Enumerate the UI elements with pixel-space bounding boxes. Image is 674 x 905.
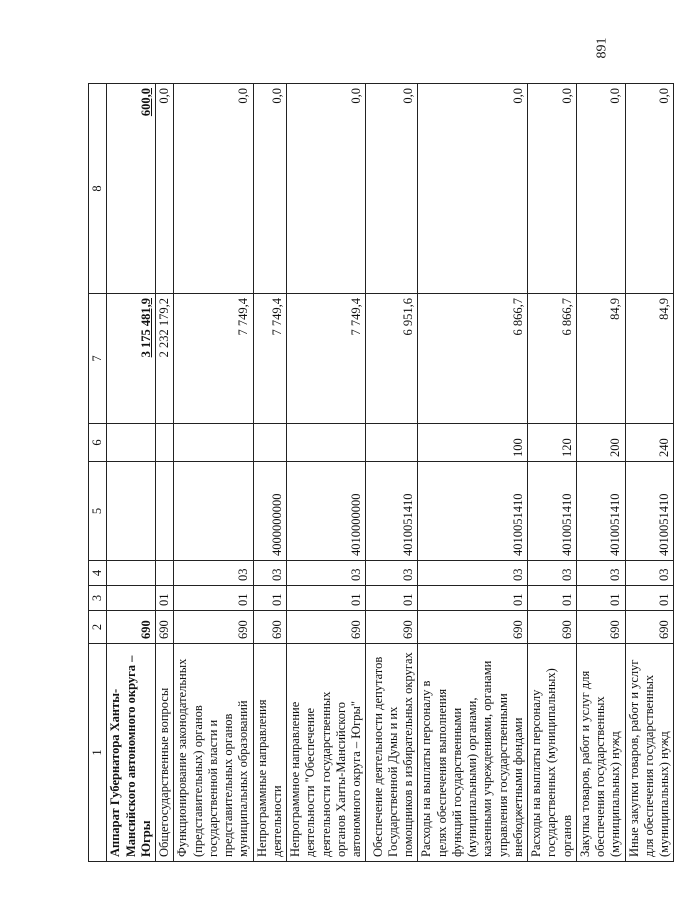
- cell-c4: [156, 561, 174, 586]
- table-row: [107, 84, 156, 862]
- header-cell: 7: [89, 294, 107, 424]
- cell-c2: 690: [253, 611, 287, 644]
- cell-c8: 600,0: [107, 84, 156, 294]
- row-name: Расходы на выплаты персоналу в целях обеспечения выполнения функций государственными (муниципальными) органами, казенными учреждениями, органами управления государственными внебюджетными фондами: [418, 644, 528, 862]
- cell-c8: 0,0: [625, 84, 674, 294]
- table-row: [174, 84, 253, 862]
- header-cell: 2: [89, 611, 107, 644]
- table-row: [625, 84, 674, 862]
- page-number: [588, 18, 616, 78]
- header-cell: 6: [89, 424, 107, 462]
- cell-c7: 84,9: [576, 294, 625, 424]
- row-name: Функционирование законодательных (представительных) органов государственной власти и представительных органов муниципальных образований: [174, 644, 253, 862]
- cell-c6: [107, 424, 156, 462]
- table-row: [366, 84, 418, 862]
- row-name: Общегосударственные вопросы: [156, 644, 174, 862]
- cell-c5: [107, 462, 156, 561]
- table-row: [418, 84, 528, 862]
- cell-c2: 690: [576, 611, 625, 644]
- cell-c4: 03: [528, 561, 577, 586]
- cell-c2: 690: [107, 611, 156, 644]
- cell-c2: 690: [625, 611, 674, 644]
- cell-c4: 03: [576, 561, 625, 586]
- table-row: [287, 84, 366, 862]
- cell-c7: 6 866,7: [418, 294, 528, 424]
- cell-c8: 0,0: [156, 84, 174, 294]
- row-name: Закупка товаров, работ и услуг для обеспечения государственных (муниципальных) нужд: [576, 644, 625, 862]
- cell-c3: 01: [528, 586, 577, 611]
- cell-c8: 0,0: [174, 84, 253, 294]
- cell-c6: [366, 424, 418, 462]
- row-name: Расходы на выплаты персоналу государственных (муниципальных) органов: [528, 644, 577, 862]
- cell-c7: 3 175 481,9: [107, 294, 156, 424]
- page-number-text: 891: [594, 37, 609, 59]
- row-name: Непрограммное направление деятельности "Обеспечение деятельности государственных органов Ханты-Мансийского автономного округа – Югры": [287, 644, 366, 862]
- cell-c7: 7 749,4: [287, 294, 366, 424]
- cell-c7: 7 749,4: [253, 294, 287, 424]
- cell-c6: [174, 424, 253, 462]
- cell-c3: 01: [174, 586, 253, 611]
- cell-c2: 690: [156, 611, 174, 644]
- cell-c4: 03: [366, 561, 418, 586]
- table-row: [528, 84, 577, 862]
- cell-c8: 0,0: [287, 84, 366, 294]
- cell-c6: [253, 424, 287, 462]
- header-row: [89, 84, 107, 862]
- cell-c3: [107, 586, 156, 611]
- cell-c3: 01: [253, 586, 287, 611]
- cell-c5: 4010051410: [625, 462, 674, 561]
- row-name: Иные закупки товаров, работ и услуг для обеспечения государственных (муниципальных) нужд: [625, 644, 674, 862]
- cell-c4: 03: [253, 561, 287, 586]
- cell-c3: 01: [576, 586, 625, 611]
- cell-c5: 4000000000: [253, 462, 287, 561]
- cell-c3: 01: [366, 586, 418, 611]
- table-row: [156, 84, 174, 862]
- cell-c6: 120: [528, 424, 577, 462]
- budget-table: [88, 83, 674, 862]
- cell-c2: 690: [528, 611, 577, 644]
- cell-c7: 7 749,4: [174, 294, 253, 424]
- cell-c8: 0,0: [253, 84, 287, 294]
- table-row: [576, 84, 625, 862]
- row-name: Аппарат Губернатора Ханты-Мансийского автономного округа – Югры: [107, 644, 156, 862]
- cell-c4: 03: [625, 561, 674, 586]
- cell-c4: 03: [174, 561, 253, 586]
- cell-c7: 6 951,6: [366, 294, 418, 424]
- cell-c6: [156, 424, 174, 462]
- cell-c8: 0,0: [528, 84, 577, 294]
- cell-c8: 0,0: [576, 84, 625, 294]
- cell-c4: 03: [287, 561, 366, 586]
- cell-c6: 200: [576, 424, 625, 462]
- cell-c6: 100: [418, 424, 528, 462]
- header-cell: 4: [89, 561, 107, 586]
- cell-c6: 240: [625, 424, 674, 462]
- header-cell: 8: [89, 84, 107, 294]
- cell-c8: 0,0: [418, 84, 528, 294]
- cell-c4: [107, 561, 156, 586]
- cell-c7: 6 866,7: [528, 294, 577, 424]
- cell-c2: 690: [418, 611, 528, 644]
- cell-c5: 4010051410: [366, 462, 418, 561]
- header-cell: 3: [89, 586, 107, 611]
- cell-c4: 03: [418, 561, 528, 586]
- budget-table-frame: [88, 84, 671, 862]
- cell-c5: 4010000000: [287, 462, 366, 561]
- cell-c2: 690: [287, 611, 366, 644]
- cell-c7: 2 232 179,2: [156, 294, 174, 424]
- cell-c5: [174, 462, 253, 561]
- row-name: Непрограммные направления деятельности: [253, 644, 287, 862]
- cell-c3: 01: [287, 586, 366, 611]
- cell-c5: [156, 462, 174, 561]
- cell-c5: 4010051410: [418, 462, 528, 561]
- cell-c3: 01: [418, 586, 528, 611]
- cell-c5: 4010051410: [576, 462, 625, 561]
- cell-c6: [287, 424, 366, 462]
- cell-c7: 84,9: [625, 294, 674, 424]
- header-cell: 1: [89, 644, 107, 862]
- row-name: Обеспечение деятельности депутатов Государственной Думы и их помощников в избирательных округах: [366, 644, 418, 862]
- cell-c3: 01: [625, 586, 674, 611]
- cell-c2: 690: [366, 611, 418, 644]
- cell-c3: 01: [156, 586, 174, 611]
- cell-c8: 0,0: [366, 84, 418, 294]
- cell-c5: 4010051410: [528, 462, 577, 561]
- cell-c2: 690: [174, 611, 253, 644]
- header-cell: 5: [89, 462, 107, 561]
- table-row: [253, 84, 287, 862]
